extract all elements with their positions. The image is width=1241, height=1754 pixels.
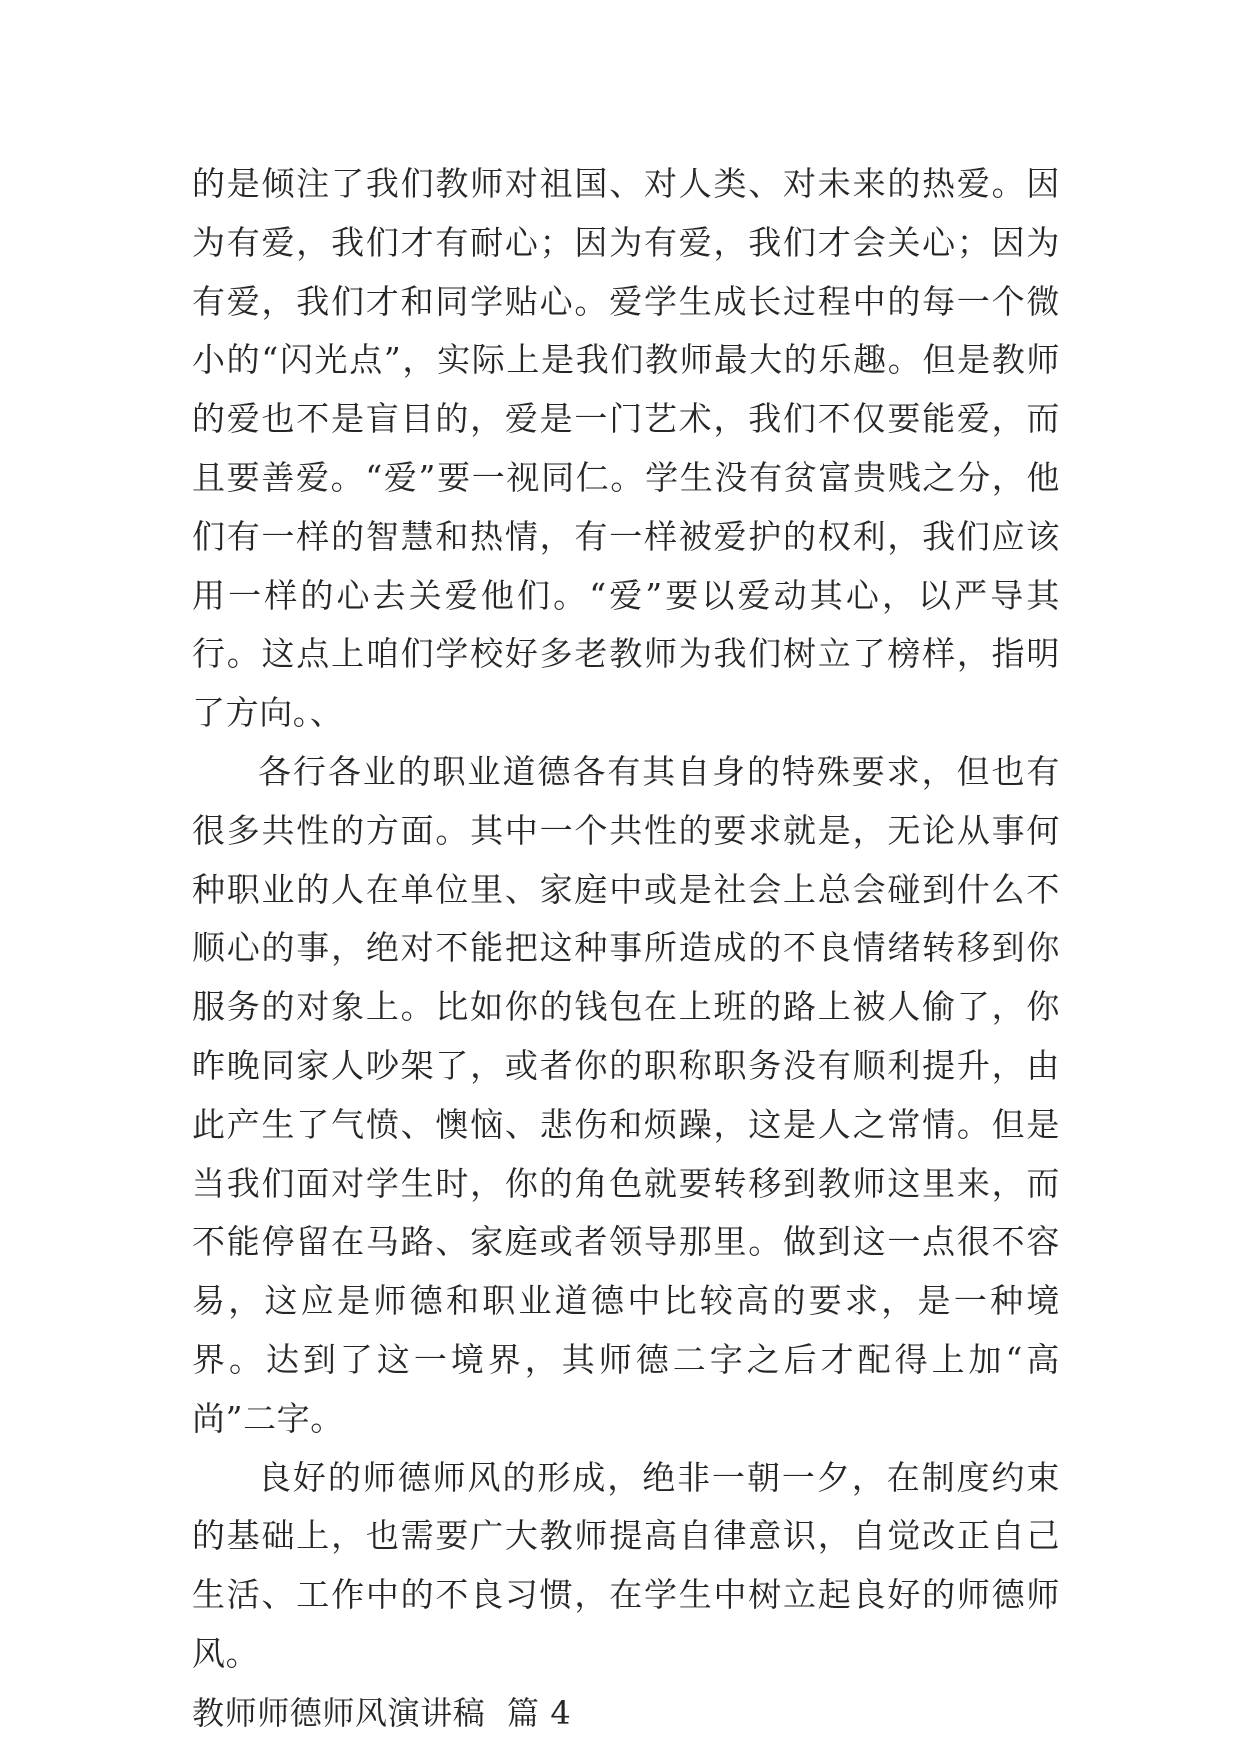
section-heading: 教师师德师风演讲稿 篇 4 <box>192 1693 572 1732</box>
document-body <box>192 155 1060 1743</box>
paragraph-3: 良好的师德师风的形成，绝非一朝一夕，在制度约束的基础上，也需要广大教师提高自律意识，自觉改正自己生活、工作中的不良习惯，在学生中树立起良好的师德师风。 <box>192 1457 1060 1673</box>
paragraph-2: 各行各业的职业道德各有其自身的特殊要求，但也有很多共性的方面。其中一个共性的要求就是，无论从事何种职业的人在单位里、家庭中或是社会上总会碰到什么不顺心的事，绝对不能把这种事所造成的不良情绪转移到你服务的对象上。比如你的钱包在上班的路上被人偷了，你昨晚同家人吵架了，或者你的职称职务没有顺利提升，由此产生了气愤、懊恼、悲伤和烦躁，这是人之常情。但是当我们面对学生时，你的角色就要转移到教师这里来，而不能停留在马路、家庭或者领导那里。做到这一点很不容易，这应是师德和职业道德中比较高的要求，是一种境界。达到了这一境界，其师德二字之后才配得上加“高尚”二字。 <box>192 751 1060 1438</box>
paragraph-1: 的是倾注了我们教师对祖国、对人类、对未来的热爱。因为有爱，我们才有耐心；因为有爱，我们才会关心；因为有爱，我们才和同学贴心。爱学生成长过程中的每一个微小的“闪光点”，实际上是我们教师最大的乐趣。但是教师的爱也不是盲目的，爱是一门艺术，我们不仅要能爱，而且要善爱。“爱”要一视同仁。学生没有贫富贵贱之分，他们有一样的智慧和热情，有一样被爱护的权利，我们应该用一样的心去关爱他们。“爱”要以爱动其心，以严导其行。这点上咱们学校好多老教师为我们树立了榜样，指明了方向。、 <box>192 164 1060 733</box>
